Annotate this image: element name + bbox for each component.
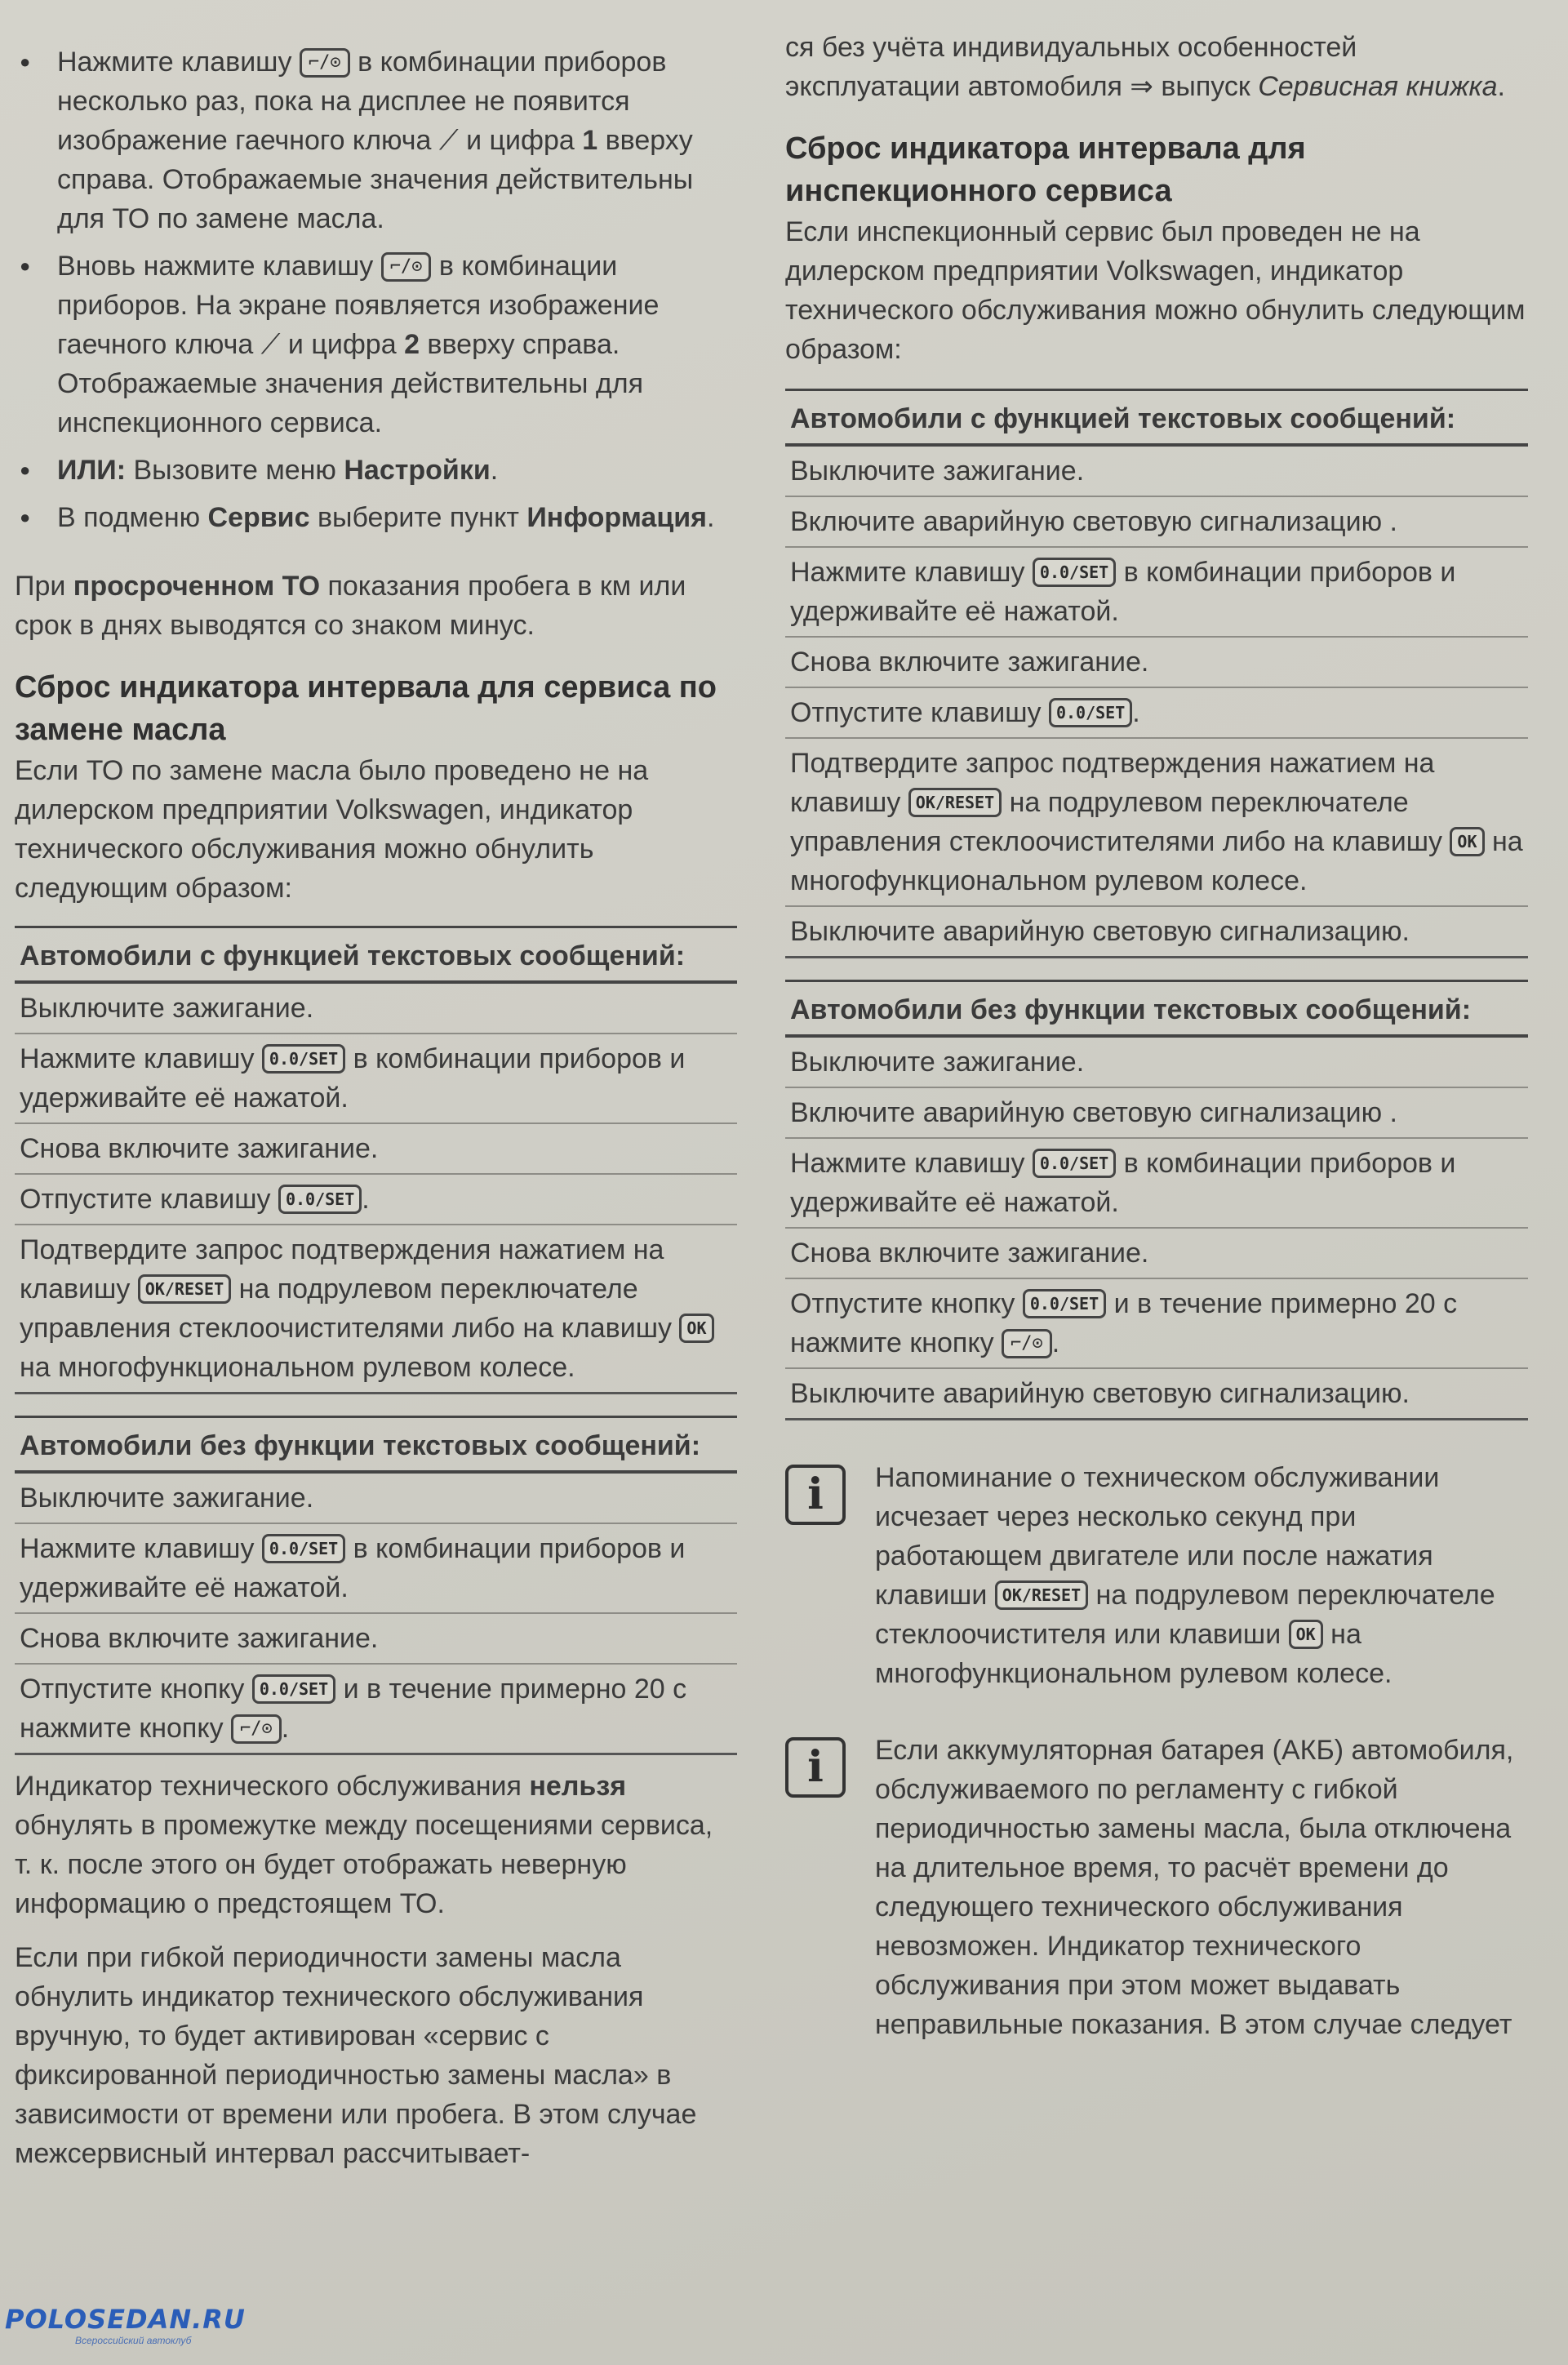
text-run: В подменю [57,502,208,533]
text-run: Напоминание о техническом обслуживании исчезает через несколько секунд при работающем двигателе или после нажатия клавиши [875,1462,1440,1611]
key-label: 0.0/SET [1033,1149,1116,1178]
text-run: вверху справа. Отображаемые значения действительны для инспекционного сервиса. [57,329,643,438]
text-run: и в течение примерно 20 с нажмите кнопку [20,1674,687,1744]
key-label: 0.0/SET [262,1534,345,1563]
inspection-reset-heading: Сброс индикатора интервала для инспекционного сервиса [785,131,1306,208]
inspection-reset-intro: Если инспекционный сервис был проведен не на дилерском предприятии Volkswagen, индикатор технического обслуживания можно обнулить следующим образом: [785,216,1526,365]
text-run: Нажмите клавишу [790,1148,1033,1179]
key-label: 0.0/SET [278,1185,362,1214]
table-row [785,638,1528,688]
key-label: 0.0/SET [262,1044,345,1074]
text-run: . [281,1713,290,1744]
table-header: Автомобили с функцией текстовых сообщений: [15,928,737,984]
table-row [15,1225,737,1394]
bold-text: Сервис [207,502,310,533]
table-row [785,688,1528,739]
text-run: Отпустите кнопку [20,1674,252,1705]
text-run: на многофункциональном рулевом колесе. [875,1619,1393,1689]
text-run: в комбинации приборов несколько раз, пока на дисплее не появится изображение гаечного ключа ⟋ и цифра [57,47,667,156]
text-run: Снова включите зажигание. [790,647,1149,678]
table-row [15,984,737,1034]
text-run: Включите аварийную световую сигнализацию . [790,1097,1397,1128]
oil-table-text-messages [15,926,737,1394]
bullet-item [15,42,737,238]
table-row [15,1124,737,1175]
text-run: Отпустите клавишу [20,1184,278,1215]
text-run: . [1051,1327,1060,1358]
text-run: Нажмите клавишу [20,1533,262,1564]
text-run: Нажмите клавишу [20,1043,262,1074]
key-label: 0.0/SET [1023,1289,1106,1318]
oil-table-no-text-messages [15,1416,737,1755]
service-key-icon: ⌐/⊙ [381,252,432,282]
text-run: на подрулевом переключателе управления стеклоочистителями либо на клавишу [790,787,1450,857]
text-run: Вновь нажмите клавишу [57,251,381,282]
info-note-reminder [785,1458,1528,1693]
text-run: на подрулевом переключателе управления стеклоочистителями либо на клавишу [20,1274,680,1344]
text-run: Подтвердите запрос подтверждения нажатием на клавишу [20,1234,664,1305]
table-header: Автомобили с функцией текстовых сообщений: [785,391,1528,447]
text-run: на многофункциональном рулевом колесе. [790,826,1523,896]
bold-text: нельзя [529,1771,627,1802]
key-label: OK/RESET [908,788,1002,817]
key-label: OK/RESET [995,1580,1088,1610]
text-run: на многофункциональном рулевом колесе. [20,1352,575,1383]
text-run: Вызовите меню [126,455,344,486]
table-row [785,1279,1528,1369]
text-run: Подтвердите запрос подтверждения нажатием на клавишу [790,748,1435,818]
table-row [785,447,1528,497]
text-run: Выключите зажигание. [20,993,314,1024]
text-run: Включите аварийную световую сигнализацию . [790,506,1397,537]
text-run: . [706,502,715,533]
table-row [15,1524,737,1614]
info-note-battery-text [875,1731,1528,2044]
info-note-battery [785,1731,1528,2044]
service-key-icon: ⌐/⊙ [300,48,350,78]
text-run: Выключите зажигание. [790,1047,1085,1078]
text-run: выберите пункт [309,502,527,533]
key-label: 0.0/SET [1033,558,1116,587]
site-logo: POLOSEDAN.RU [5,2304,246,2335]
continued-text [785,28,1528,106]
table-row [785,1088,1528,1139]
table-row [15,1474,737,1524]
flexible-interval-note [15,1938,737,2173]
service-key-icon: ⌐/⊙ [231,1714,282,1744]
inspection-table-no-text-messages [785,980,1528,1420]
bullet-item [15,451,737,490]
overdue-note [15,567,737,645]
table-row [785,1369,1528,1420]
text-run: Выключите зажигание. [20,1483,314,1514]
text-run: Выключите зажигание. [790,456,1085,487]
text-run: ся без учёта индивидуальных особенностей эксплуатации автомобиля ⇒ выпуск [785,32,1357,102]
text-run: При [15,571,73,602]
bold-text: Информация [526,502,707,533]
oil-reset-intro: Если ТО по замене масла было проведено не на дилерском предприятии Volkswagen, индикатор технического обслуживания можно обнулить следующим образом: [15,755,649,904]
table-row [785,1229,1528,1279]
text-run: на подрулевом переключателе стеклоочистителя или клавиши [875,1580,1495,1650]
text-run: и в течение примерно 20 с нажмите кнопку [790,1288,1458,1358]
table-row [785,1038,1528,1088]
left-column [15,42,737,2173]
key-label: OK/RESET [138,1274,231,1304]
table-row [785,1139,1528,1229]
text-run: Нажмите клавишу [57,47,300,78]
table-row [15,1175,737,1225]
text-run: . [362,1184,370,1215]
text-run: Нажмите клавишу [790,557,1033,588]
text-run: Снова включите зажигание. [20,1133,379,1164]
table-row [785,907,1528,958]
text-run: . [1132,697,1140,728]
table-row [15,1614,737,1665]
table-header: Автомобили без функции текстовых сообщений: [785,982,1528,1038]
text-run: вверху справа. Отображаемые значения действительны для ТО по замене масла. [57,125,694,234]
site-logo-subtitle: Всероссийский автоклуб [75,2335,192,2346]
text-run: Если при гибкой периодичности замены масла обнулить индикатор технического обслуживания вручную, то будет активирован «сервис с фиксированной периодичностью замены масла» в зависимости от времени или пробега. В этом случае межсервисный интервал рассчитывает- [15,1942,697,2169]
table-row [785,739,1528,907]
key-label: 0.0/SET [1049,698,1132,727]
inspection-table-text-messages [785,389,1528,958]
key-label: OK [1289,1620,1323,1649]
bullet-list [15,42,737,537]
text-run: . [490,455,499,486]
key-label: OK [679,1314,713,1343]
table-header: Автомобили без функции текстовых сообщений: [15,1418,737,1474]
table-row [785,548,1528,638]
key-label: OK [1450,827,1484,856]
text-run: Выключите аварийную световую сигнализацию. [790,916,1410,947]
text-run: в комбинации приборов и удерживайте её нажатой. [790,557,1456,627]
key-label: 0.0/SET [252,1674,335,1704]
text-run: . [1497,71,1505,102]
text-run: в комбинации приборов и удерживайте её нажатой. [790,1148,1456,1218]
info-icon: i [785,1465,846,1525]
text-run: Отпустите кнопку [790,1288,1023,1319]
text-run: в комбинации приборов и удерживайте её нажатой. [20,1533,686,1603]
text-run: Снова включите зажигание. [20,1623,379,1654]
italic-text: Сервисная книжка [1258,71,1498,102]
bullet-item [15,498,737,537]
table-row [15,1034,737,1124]
text-run: Если аккумуляторная батарея (АКБ) автомобиля, обслуживаемого по регламенту с гибкой периодичностью замены масла, была отключена на длительное время, то расчёт времени до следующего технического обслуживания невозможен. Индикатор технического обслуживания при этом может выдавать неправильные показания. В этом случае следует [875,1735,1514,2040]
text-run: в комбинации приборов и удерживайте её нажатой. [20,1043,686,1114]
text-run: Индикатор технического обслуживания [15,1771,530,1802]
bold-text: ИЛИ: [57,455,127,486]
service-key-icon: ⌐/⊙ [1002,1329,1052,1358]
bold-text: Настройки [344,455,491,486]
text-run: показания пробега в км или срок в днях выводятся со знаком минус. [15,571,686,641]
table-row [785,497,1528,548]
info-note-reminder-text [875,1458,1528,1693]
text-run: Снова включите зажигание. [790,1238,1149,1269]
text-run: в комбинации приборов. На экране появляется изображение гаечного ключа ⟋ и цифра [57,251,660,360]
bold-text: 1 [582,125,598,156]
info-icon: i [785,1737,846,1798]
text-run: Выключите аварийную световую сигнализацию. [790,1378,1410,1409]
right-column [785,28,1528,2044]
text-run: обнулять в промежутке между посещениями сервиса, т. к. после этого он будет отображать неверную информацию о предстоящем ТО. [15,1810,713,1919]
oil-reset-heading: Сброс индикатора интервала для сервиса по замене масла [15,670,717,747]
bold-text: 2 [404,329,420,360]
text-run: Отпустите клавишу [790,697,1049,728]
bold-text: просроченном ТО [73,571,321,602]
table-row [15,1665,737,1755]
bullet-item [15,247,737,442]
no-reset-warning [15,1767,737,1923]
